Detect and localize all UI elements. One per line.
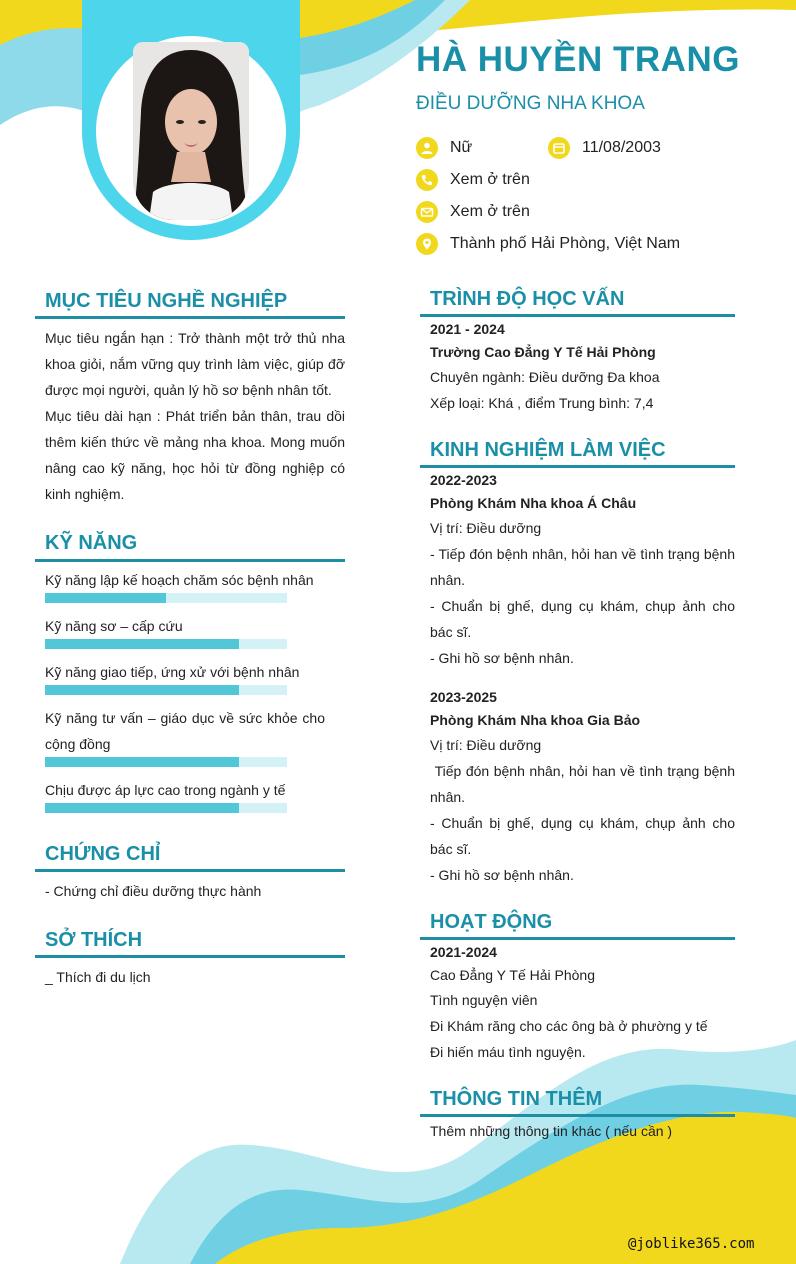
skill-bar-fill <box>45 685 239 695</box>
skill-label: Kỹ năng tư vấn – giáo dục về sức khỏe cho cộng đồng <box>45 710 325 752</box>
person-icon <box>416 137 438 159</box>
skill-bar <box>45 757 287 767</box>
email-row <box>416 201 530 223</box>
activities-period: 2021-2024 <box>430 944 497 960</box>
job-company: Phòng Khám Nha khoa Á Châu <box>430 495 637 511</box>
gender-row <box>416 137 472 159</box>
hobbies-title: SỞ THÍCH <box>45 929 143 951</box>
objective-long-term: Mục tiêu dài hạn : Phát triển bản thân, trau dồi thêm kiến thức về mảng nha khoa. Mong muốn nâng cao kỹ năng, học hỏi từ đồng nghiệp có kinh nghiệm. <box>45 408 345 502</box>
skill-bar-fill <box>45 757 239 767</box>
hobbies-divider <box>35 955 345 958</box>
top-left-cyan-wave <box>0 28 95 125</box>
certificates-divider <box>35 869 345 872</box>
additional-divider <box>420 1114 735 1117</box>
skill-bar-fill <box>45 803 239 813</box>
objective-title: MỤC TIÊU NGHỀ NGHIỆP <box>45 290 288 312</box>
job-duty: - Ghi hồ sơ bệnh nhân. <box>430 650 574 666</box>
job-duty: - Chuẩn bị ghế, dụng cụ khám, chụp ảnh cho bác sĩ. <box>430 815 735 857</box>
skill-label: Kỹ năng giao tiếp, ứng xử với bệnh nhân <box>45 664 300 680</box>
hobby-item: _ Thích đi du lịch <box>45 969 151 985</box>
skill-label: Kỹ năng sơ – cấp cứu <box>45 618 183 634</box>
job-duty: Tiếp đón bệnh nhân, hỏi han về tình trạng bệnh nhân. <box>430 763 739 805</box>
skill-bar-fill <box>45 639 239 649</box>
birthday-value: 11/08/2003 <box>582 139 661 156</box>
watermark: @joblike365.com <box>628 1236 755 1252</box>
education-title: TRÌNH ĐỘ HỌC VẤN <box>430 288 625 310</box>
gender-value: Nữ <box>450 139 473 156</box>
skill-label: Chịu được áp lực cao trong ngành y tế <box>45 782 286 798</box>
certificate-item: - Chứng chỉ điều dưỡng thực hành <box>45 883 262 899</box>
location-pin-icon <box>416 233 438 255</box>
candidate-role: ĐIỀU DƯỠNG NHA KHOA <box>416 93 645 114</box>
envelope-icon <box>416 201 438 223</box>
activity-line: Đi hiến máu tình nguyện. <box>430 1044 586 1060</box>
activities-title: HOẠT ĐỘNG <box>430 911 553 933</box>
profile-photo <box>133 42 249 220</box>
education-period: 2021 - 2024 <box>430 321 505 337</box>
skill-label: Kỹ năng lập kế hoạch chăm sóc bệnh nhân <box>45 572 314 588</box>
skill-bar <box>45 639 287 649</box>
skill-bar <box>45 685 287 695</box>
education-grade: Xếp loại: Khá , điểm Trung bình: 7,4 <box>430 395 654 411</box>
address-row <box>416 233 680 255</box>
education-school: Trường Cao Đẳng Y Tế Hải Phòng <box>430 344 656 360</box>
certificates-title: CHỨNG CHỈ <box>45 843 161 865</box>
job-duty: - Chuẩn bị ghế, dụng cụ khám, chụp ảnh cho bác sĩ. <box>430 598 735 640</box>
job-duty: - Tiếp đón bệnh nhân, hỏi han về tình trạng bệnh nhân. <box>430 546 735 588</box>
activity-line: Đi Khám răng cho các ông bà ở phường y tế <box>430 1018 708 1034</box>
email-value: Xem ở trên <box>450 203 530 220</box>
experience-title: KINH NGHIỆM LÀM VIỆC <box>430 439 666 461</box>
birthday-row <box>548 137 661 159</box>
job-period: 2023-2025 <box>430 689 497 705</box>
skills-title: KỸ NĂNG <box>45 532 138 554</box>
objective-short-term: Mục tiêu ngắn hạn : Trở thành một trở thủ nha khoa giỏi, nắm vững quy trình làm việc, giúp đỡ được mọi người, quản lý hồ sơ bệnh nhân tốt. <box>45 330 345 398</box>
job-period: 2022-2023 <box>430 472 497 488</box>
calendar-icon <box>548 137 570 159</box>
address-value: Thành phố Hải Phòng, Việt Nam <box>450 235 681 252</box>
education-major: Chuyên ngành: Điều dưỡng Đa khoa <box>430 369 660 385</box>
additional-text: Thêm những thông tin khác ( nếu cần ) <box>430 1123 673 1139</box>
phone-icon <box>416 169 438 191</box>
job-position: Vị trí: Điều dưỡng <box>430 737 542 753</box>
job-position: Vị trí: Điều dưỡng <box>430 520 542 536</box>
phone-value: Xem ở trên <box>450 171 530 188</box>
additional-title: THÔNG TIN THÊM <box>430 1088 603 1110</box>
job-company: Phòng Khám Nha khoa Gia Bảo <box>430 712 641 728</box>
skill-bar-fill <box>45 593 166 603</box>
activity-line: Tình nguyện viên <box>430 992 538 1008</box>
activity-line: Cao Đẳng Y Tế Hải Phòng <box>430 967 596 983</box>
skill-bar <box>45 593 287 603</box>
objective-divider <box>35 316 345 319</box>
phone-row <box>416 169 530 191</box>
job-duty: - Ghi hồ sơ bệnh nhân. <box>430 867 574 883</box>
candidate-name: HÀ HUYỀN TRANG <box>416 40 740 79</box>
skill-bar <box>45 803 287 813</box>
skills-divider <box>35 559 345 562</box>
